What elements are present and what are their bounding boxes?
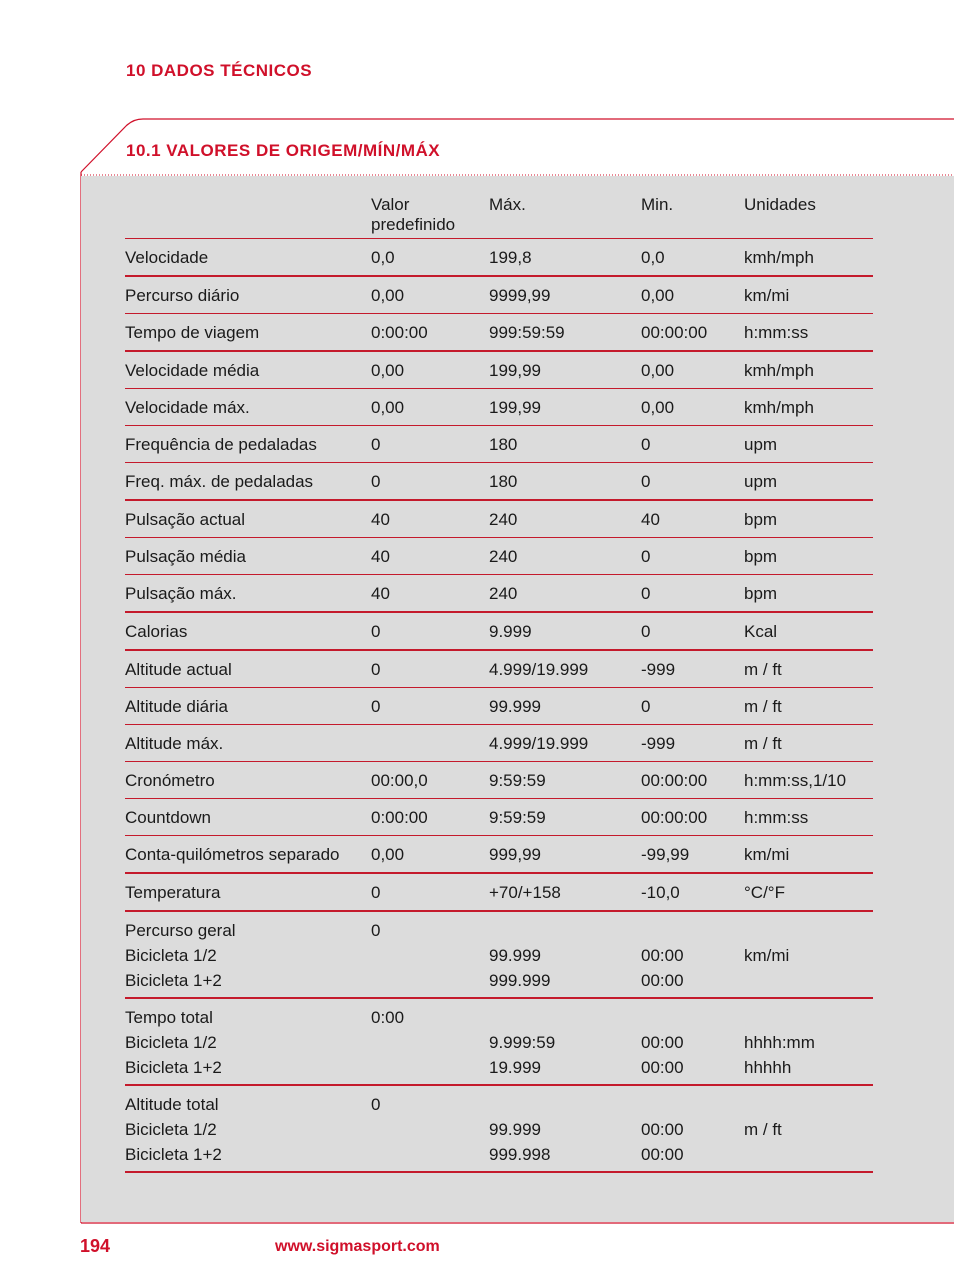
max-value: 999:59:59 bbox=[489, 322, 565, 342]
min-value: -10,0 bbox=[641, 882, 680, 902]
table-row bbox=[125, 389, 873, 426]
units: m / ft bbox=[744, 659, 782, 679]
row-label: Altitude total Bicicleta 1/2 Bicicleta 1+2 bbox=[125, 1095, 222, 1164]
table-row bbox=[125, 426, 873, 463]
max-value: 9:59:59 bbox=[489, 807, 546, 827]
row-label: Percurso diário bbox=[125, 285, 240, 305]
max-value: 9:59:59 bbox=[489, 770, 546, 790]
max-value: 99.999 bbox=[489, 696, 541, 716]
max-value: 199,8 bbox=[489, 247, 532, 267]
max-value: 180 bbox=[489, 434, 518, 454]
min-value: 00:00:00 bbox=[641, 807, 708, 827]
row-label: Countdown bbox=[125, 807, 212, 827]
max-value: 180 bbox=[489, 471, 518, 491]
default-value: 0,00 bbox=[371, 844, 405, 864]
units: upm bbox=[744, 434, 778, 454]
default-value: 0:00 bbox=[371, 1008, 405, 1027]
default-value: 0 bbox=[371, 696, 381, 716]
row-label: Pulsação média bbox=[125, 546, 246, 566]
min-value: 00:00 00:00 bbox=[641, 946, 684, 990]
units: km/mi bbox=[744, 946, 790, 965]
table-row bbox=[125, 538, 873, 575]
column-header-min: Min. bbox=[641, 195, 674, 214]
specs-table bbox=[125, 195, 873, 1173]
units: bpm bbox=[744, 583, 778, 603]
min-value: 0 bbox=[641, 583, 651, 603]
table-row bbox=[125, 799, 873, 836]
units: m / ft bbox=[744, 696, 782, 716]
min-value: -99,99 bbox=[641, 844, 690, 864]
min-value: 00:00 00:00 bbox=[641, 1120, 684, 1164]
min-value: 0 bbox=[641, 434, 651, 454]
page-number: 194 bbox=[80, 1236, 111, 1256]
table-row bbox=[125, 874, 873, 912]
table-row bbox=[125, 836, 873, 874]
max-value: 9.999:59 19.999 bbox=[489, 1033, 556, 1077]
table-row bbox=[125, 651, 873, 688]
units: °C/°F bbox=[744, 882, 785, 902]
default-value: 0 bbox=[371, 434, 381, 454]
default-value: 0,00 bbox=[371, 285, 405, 305]
table-row bbox=[125, 463, 873, 501]
units: m / ft bbox=[744, 1120, 782, 1139]
row-label: Tempo total Bicicleta 1/2 Bicicleta 1+2 bbox=[125, 1008, 222, 1077]
column-header-max: Máx. bbox=[489, 195, 526, 214]
min-value: 0 bbox=[641, 696, 651, 716]
max-value: 99.999 999.998 bbox=[489, 1120, 551, 1164]
max-value: 240 bbox=[489, 509, 518, 529]
table-row bbox=[125, 613, 873, 651]
max-value: 99.999 999.999 bbox=[489, 946, 551, 990]
max-value: 4.999/19.999 bbox=[489, 659, 589, 679]
min-value: 00:00:00 bbox=[641, 770, 708, 790]
column-header-units: Unidades bbox=[744, 195, 816, 214]
max-value: 999,99 bbox=[489, 844, 541, 864]
table-row bbox=[125, 1086, 873, 1173]
max-value: 4.999/19.999 bbox=[489, 733, 589, 753]
row-label: Altitude actual bbox=[125, 659, 232, 679]
min-value: 0,00 bbox=[641, 397, 675, 417]
units: km/mi bbox=[744, 285, 790, 305]
default-value: 0,00 bbox=[371, 397, 405, 417]
table-row bbox=[125, 239, 873, 277]
max-value: 199,99 bbox=[489, 360, 541, 380]
footer-url: www.sigmasport.com bbox=[275, 1238, 440, 1255]
min-value: 0 bbox=[641, 471, 651, 491]
row-label: Velocidade média bbox=[125, 360, 260, 380]
min-value: 40 bbox=[641, 509, 660, 529]
row-label: Velocidade bbox=[125, 247, 209, 267]
units: upm bbox=[744, 471, 778, 491]
default-value: 0 bbox=[371, 882, 381, 902]
row-label: Pulsação máx. bbox=[125, 583, 237, 603]
max-value: 9999,99 bbox=[489, 285, 551, 305]
units: h:mm:ss bbox=[744, 807, 809, 827]
units: h:mm:ss bbox=[744, 322, 809, 342]
units: kmh/mph bbox=[744, 247, 814, 267]
table-row bbox=[125, 501, 873, 538]
min-value: -999 bbox=[641, 733, 676, 753]
row-label: Tempo de viagem bbox=[125, 322, 260, 342]
min-value: 0,0 bbox=[641, 247, 665, 267]
default-value: 00:00,0 bbox=[371, 770, 428, 790]
row-label: Freq. máx. de pedaladas bbox=[125, 471, 314, 491]
min-value: -999 bbox=[641, 659, 676, 679]
units: hhhh:mm hhhhh bbox=[744, 1033, 815, 1077]
row-label: Percurso geral Bicicleta 1/2 Bicicleta 1+2 bbox=[125, 921, 236, 990]
default-value: 0:00:00 bbox=[371, 807, 428, 827]
max-value: +70/+158 bbox=[489, 882, 561, 902]
column-header-default: Valor predefinido bbox=[371, 195, 456, 234]
default-value: 0 bbox=[371, 659, 381, 679]
max-value: 199,99 bbox=[489, 397, 541, 417]
table-row bbox=[125, 762, 873, 799]
default-value: 0 bbox=[371, 1095, 381, 1114]
row-label: Velocidade máx. bbox=[125, 397, 250, 417]
subsection-title: 10.1 VALORES DE ORIGEM/MÍN/MÁX bbox=[126, 141, 441, 160]
default-value: 0 bbox=[371, 621, 381, 641]
row-label: Altitude diária bbox=[125, 696, 229, 716]
min-value: 0,00 bbox=[641, 360, 675, 380]
units: bpm bbox=[744, 509, 778, 529]
units: km/mi bbox=[744, 844, 790, 864]
table-row bbox=[125, 999, 873, 1086]
table-row bbox=[125, 725, 873, 762]
min-value: 0 bbox=[641, 546, 651, 566]
units: Kcal bbox=[744, 621, 778, 641]
table-row bbox=[125, 688, 873, 725]
default-value: 0 bbox=[371, 921, 381, 940]
row-label: Frequência de pedaladas bbox=[125, 434, 317, 454]
units: h:mm:ss,1/10 bbox=[744, 770, 847, 790]
default-value: 0,00 bbox=[371, 360, 405, 380]
min-value: 0,00 bbox=[641, 285, 675, 305]
table-row bbox=[125, 314, 873, 352]
default-value: 0,0 bbox=[371, 247, 395, 267]
min-value: 0 bbox=[641, 621, 651, 641]
units: kmh/mph bbox=[744, 360, 814, 380]
section-header: 10 DADOS TÉCNICOS bbox=[126, 61, 313, 80]
row-label: Calorias bbox=[125, 621, 188, 641]
min-value: 00:00 00:00 bbox=[641, 1033, 684, 1077]
default-value: 40 bbox=[371, 546, 390, 566]
row-label: Conta-quilómetros separado bbox=[125, 844, 340, 864]
row-label: Cronómetro bbox=[125, 770, 215, 790]
default-value: 0 bbox=[371, 471, 381, 491]
table-row bbox=[125, 352, 873, 389]
column-header bbox=[125, 195, 371, 235]
max-value: 240 bbox=[489, 583, 518, 603]
default-value: 0:00:00 bbox=[371, 322, 428, 342]
table-row bbox=[125, 912, 873, 999]
units: m / ft bbox=[744, 733, 782, 753]
units: bpm bbox=[744, 546, 778, 566]
row-label: Altitude máx. bbox=[125, 733, 224, 753]
row-label: Temperatura bbox=[125, 882, 221, 902]
default-value: 40 bbox=[371, 583, 390, 603]
row-label: Pulsação actual bbox=[125, 509, 246, 529]
max-value: 240 bbox=[489, 546, 518, 566]
table-row bbox=[125, 575, 873, 613]
units: kmh/mph bbox=[744, 397, 814, 417]
max-value: 9.999 bbox=[489, 621, 532, 641]
min-value: 00:00:00 bbox=[641, 322, 708, 342]
table-row bbox=[125, 277, 873, 314]
table-header-row bbox=[125, 195, 873, 239]
default-value: 40 bbox=[371, 509, 390, 529]
